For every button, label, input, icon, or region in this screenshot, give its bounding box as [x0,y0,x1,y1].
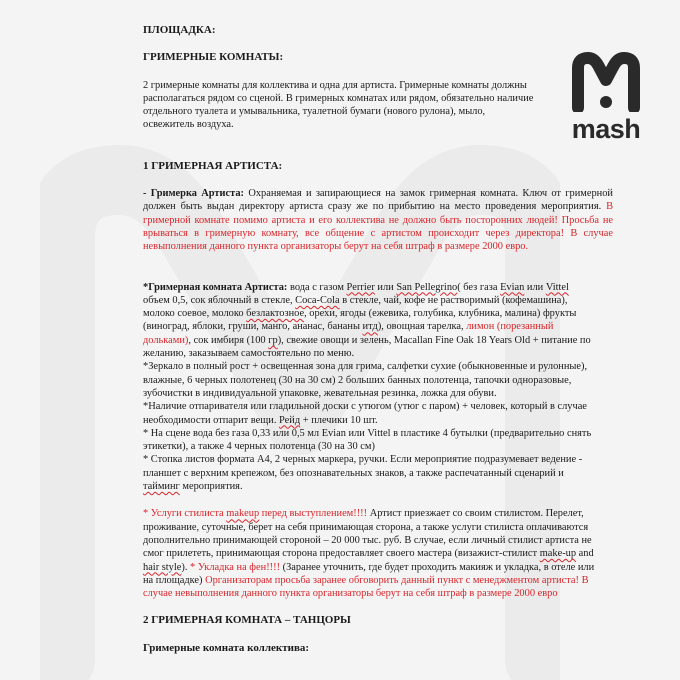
mirror-paragraph: *Зеркало в полный рост + освещенная зона для грима, салфетки сухие (обыкновенные и рулонные), влажные, 6 черных полотенец (30 на 30 см) 2 больших банных полотенца, тапочки одноразовые, зубочистки в индивидуальной упаковке, жевательная резинка, ложка для обуви. [143,361,588,399]
word-timing: тайминг [143,481,180,493]
artist-room-paragraph [143,187,613,253]
heading-artist-room: 1 ГРИМЕРНАЯ АРТИСТА: [143,159,283,172]
heading-dressing-rooms: ГРИМЕРНЫЕ КОМНАТЫ: [143,51,284,64]
stylist-warning: перед выступлением!!!! [259,508,368,520]
word-makeup: makeup [226,508,260,520]
brand-evian: Evian [500,281,525,293]
brand-pellegrino: San Pellegrino [396,281,458,293]
rider-text: , сок имбиря (100 [188,334,269,346]
stylist-paragraph [143,507,598,600]
heading-team-room: Гримерные комната коллектива: [143,641,310,654]
rider-text: ), овощная тарелка, [377,321,467,333]
rider-text: или [374,281,397,293]
rider-text: ), свежие овощи и зелень, Macallan Fine Oak 18 Years Old + питание по желанию, заказываем самостоятельно по меню. [143,334,591,360]
word-itd: итд [362,321,378,333]
stylist-text: Артист приезжает со своим стилистом. Перелет, проживание, суточные, берет на себя принимающая сторона, а также услуги стилиста оплачиваются дополнительно принимающей стороной – 20 000 тыс. руб. В случае, если личный стилист артиста не смог прилететь, принимающая сторона предоставляет своего мастера (визажист-стилист [143,508,592,560]
brand-vittel: Vittel [545,281,569,293]
mash-logo-text: mash [571,114,641,144]
artist-room-label: - Гримерка Артиста: [143,188,245,200]
mash-logo-icon [570,52,642,112]
stylist-text: (Заранее уточнить, где будет проходить макияж и укладка, в отеле или на площадке) [143,561,595,586]
rider-text: , орехи, ягоды (ежевика, голубика, клубника, малина) фрукты (виноград, яблоки, груши, манго, ананас, бананы [143,308,577,333]
word-lactose: безлактозное [246,308,305,320]
stylist-text: ). [181,561,191,573]
paper-paragraph [143,453,598,493]
paper-text: мероприятия. [179,481,243,493]
rider-paragraph [143,281,598,361]
artist-room-warning: В гримерной комнате помимо артиста и его коллектива не должно быть посторонних людей! Просьба не врываться в гримерную комнату, все общение с артистом происходит через директора! В случае невыполнения данного пункта организаторы берут на себя штраф в размере 2000 евро. [143,201,613,253]
iron-text: *Наличие отпаривателя или гладильной доски с утюгом (утюг с паром) + человек, который в случае необходимости отпарит вещи. [143,401,587,426]
word-reyd: Рейд [279,414,301,426]
paper-text: * Стопка листов формата А4, 2 черных маркера, ручки. Если мероприятие подразумевает ведение - планшет с верхним крепежом, без опознавательных знаков, а также распечатанный сценарий и [143,454,583,479]
rider-text: вода с газом [287,281,347,293]
rider-text: или [524,281,546,293]
stylist-warning: * Услуги стилиста [143,508,227,520]
iron-paragraph [143,400,598,427]
brand-perrier: Perrier [346,281,375,293]
rider-label: *Гримерная комната Артиста: [143,281,288,293]
intro-paragraph: 2 гримерные комнаты для коллектива и одна для артиста. Гримерные комнаты должны располагаться рядом со сценой. В гримерных комнатах или рядом, обязательно наличие отдельного туалета и умывальника, туалетной бумаги (нового рулона), мыло, освежитель воздуха. [143,79,534,131]
iron-text: + плечики 10 шт. [300,414,378,426]
stylist-text: and [576,548,594,560]
brand-cocacola: Coca-Cola [295,294,340,306]
heading-dancers-room: 2 ГРИМЕРНАЯ КОМНАТА – ТАНЦОРЫ [143,614,351,627]
rider-text: ( без газа [457,281,501,293]
stylist-fine-warning: Организаторам просьба заранее обговорить данный пункт с менеджментом артиста! В случае невыполнения данного пункта организаторы берут на себя штраф в размере 2000 евро [143,574,589,600]
stage-water-paragraph: * На сцене вода без газа 0,33 или 0,5 мл Evian или Vittel в пластике 4 бутылки (предварительно снять этикетки), а также 4 черных полотенца (30 на 30 см) [143,427,592,453]
heading-venue: ПЛОЩАДКА: [143,24,216,36]
word-hair-style: hair style [143,561,182,573]
artist-room-text: Охраняемая и запирающиеся на замок гримерная комната. Ключ от гримерной должен быть выдан директору артиста сразу же по прибытию на место проведения мероприятия. [143,188,613,213]
word-gr: гр [268,334,278,346]
document-content [143,24,613,655]
mash-logo [554,52,658,144]
blowdry-warning: * Укладка на фен!!!! [190,561,281,573]
word-makeup2: make-up [539,548,577,560]
rider-text: объем 0,5, сок яблочный в стекле, [143,294,296,306]
lemon-highlight: лимон (порезанный дольками) [143,321,554,346]
rider-text: в стекле, чай, кофе не растворимый (кофемашина), молоко соевое, молоко [143,294,568,320]
